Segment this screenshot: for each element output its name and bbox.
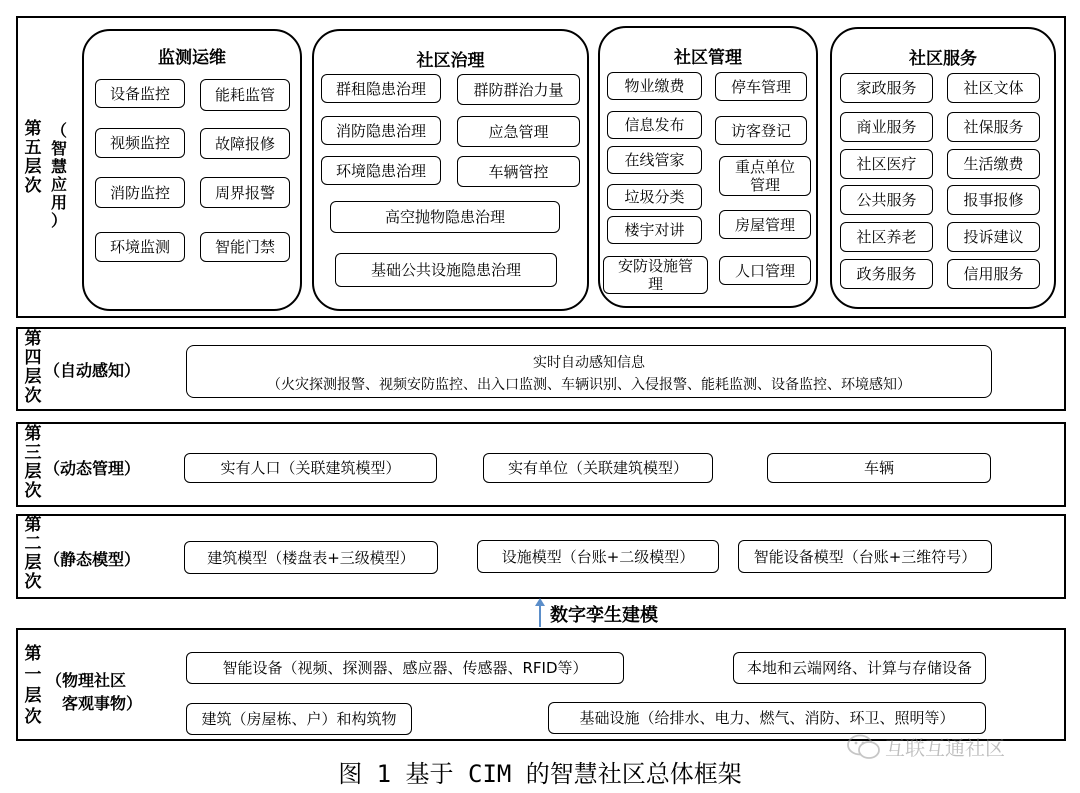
app-box: 家政服务 [840,73,933,103]
app-box: 设备监控 [95,79,185,108]
group-title: 社区服务 [909,49,977,69]
label-char: 层 [24,553,42,573]
label-char: 一 [24,665,42,685]
app-box: 报事报修 [947,185,1040,215]
label-char: 次 [24,481,42,501]
app-box: 信息发布 [607,111,702,139]
app-box: 人口管理 [719,256,811,285]
app-box: 重点单位管理 [719,156,811,196]
realtime-sensing-box [186,345,992,398]
app-box: 信用服务 [947,259,1040,289]
layer-1-sublabel-1: （物理社区 [46,671,127,690]
physical-item: 本地和云端网络、计算与存储设备 [733,652,986,684]
wechat-icon [847,734,881,760]
static-model-item: 建筑模型（楼盘表+三级模型） [184,541,438,574]
app-box: 消防监控 [95,177,185,208]
label-char: 第 [24,644,42,664]
app-box: 群防群治力量 [457,74,580,105]
layer-1-sublabel-2: 客观事物） [62,694,143,713]
label-char: 五 [24,138,42,158]
group-title: 社区治理 [416,51,485,71]
layer-5-sublabel [48,122,70,230]
app-box: 社区养老 [840,222,933,252]
layer-3-sublabel: （动态管理） [44,459,141,478]
watermark [847,732,1005,761]
watermark-text: 互联互通社区 [885,736,1005,760]
physical-item: 智能设备（视频、探测器、感应器、传感器、RFID等） [186,652,624,684]
layer-2-label [22,516,44,592]
app-box: 高空抛物隐患治理 [330,201,560,233]
app-box: 公共服务 [840,185,933,215]
figure-caption: 图 1 基于 CIM 的智慧社区总体框架 [338,760,742,788]
app-box: 房屋管理 [719,210,811,239]
label-char: 应 [50,175,67,194]
app-box: 消防隐患治理 [321,116,441,145]
app-box: 应急管理 [457,116,580,147]
app-box: 群租隐患治理 [321,74,441,103]
label-char: 慧 [50,157,67,176]
label-char: 层 [24,462,42,482]
app-box: 社保服务 [947,112,1040,142]
app-box: 视频监控 [95,128,185,158]
dynamic-item: 实有人口（关联建筑模型） [184,453,437,483]
layer-4-label [22,330,44,406]
label-char: 次 [24,386,42,406]
app-box: 在线管家 [607,146,702,174]
label-char: ） [50,211,67,230]
app-box: 访客登记 [715,116,807,145]
up-arrow-icon [533,598,547,628]
realtime-sensing-title: 实时自动感知信息 [533,355,645,371]
app-box: 车辆管控 [457,156,580,187]
label-char: 层 [24,367,42,387]
label-char: 次 [24,707,42,727]
app-box: 生活缴费 [947,149,1040,179]
app-box: 周界报警 [200,177,290,208]
label-char: 层 [24,157,42,177]
static-model-item: 设施模型（台账+二级模型） [477,540,719,573]
label-char: 第 [24,329,42,349]
layer-5-label [22,120,44,196]
label-char: 层 [24,686,42,706]
label-char: 智 [50,139,67,158]
app-box: 环境隐患治理 [321,156,441,185]
app-box: 智能门禁 [200,232,290,262]
realtime-sensing-detail: （火灾探测报警、视频安防监控、出入口监测、车辆识别、入侵报警、能耗监测、设备监控、环境感知） [267,377,911,393]
physical-item: 建筑（房屋栋、户）和构筑物 [186,703,412,735]
app-box: 投诉建议 [947,222,1040,252]
app-box: 政务服务 [840,259,933,289]
layer-3-label [22,425,44,501]
label-char: 次 [24,572,42,592]
app-box: 能耗监管 [200,79,290,111]
app-box: 商业服务 [840,112,933,142]
app-box: 楼宇对讲 [607,216,702,244]
label-char: 次 [24,176,42,196]
layer-2-sublabel: （静态模型） [44,550,141,569]
app-box: 环境监测 [95,232,185,262]
layer-1-label [22,644,44,728]
arrow-label: 数字孪生建模 [550,605,658,626]
label-char: 第 [24,119,42,139]
dynamic-item: 车辆 [767,453,991,483]
app-box: 停车管理 [715,72,807,101]
group-title: 监测运维 [158,48,226,68]
label-char: 三 [24,443,42,463]
app-box: 社区文体 [947,73,1040,103]
group-monitoring-ops [82,29,302,311]
label-char: 第 [24,424,42,444]
app-box: 垃圾分类 [607,184,702,210]
app-box: 故障报修 [200,128,290,159]
app-box: 安防设施管理 [603,256,708,294]
static-model-item: 智能设备模型（台账+三维符号） [738,540,992,573]
app-box: 社区医疗 [840,149,933,179]
physical-item: 基础设施（给排水、电力、燃气、消防、环卫、照明等） [548,702,986,734]
group-title: 社区管理 [674,48,742,68]
dynamic-item: 实有单位（关联建筑模型） [483,453,713,483]
label-char: 第 [24,515,42,535]
layer-4-sublabel: （自动感知） [44,361,141,380]
app-box: 基础公共设施隐患治理 [335,253,557,287]
label-char: （ [50,121,67,140]
app-box: 物业缴费 [607,72,702,100]
label-char: 四 [24,348,42,368]
label-char: 二 [24,534,42,554]
label-char: 用 [50,193,67,212]
